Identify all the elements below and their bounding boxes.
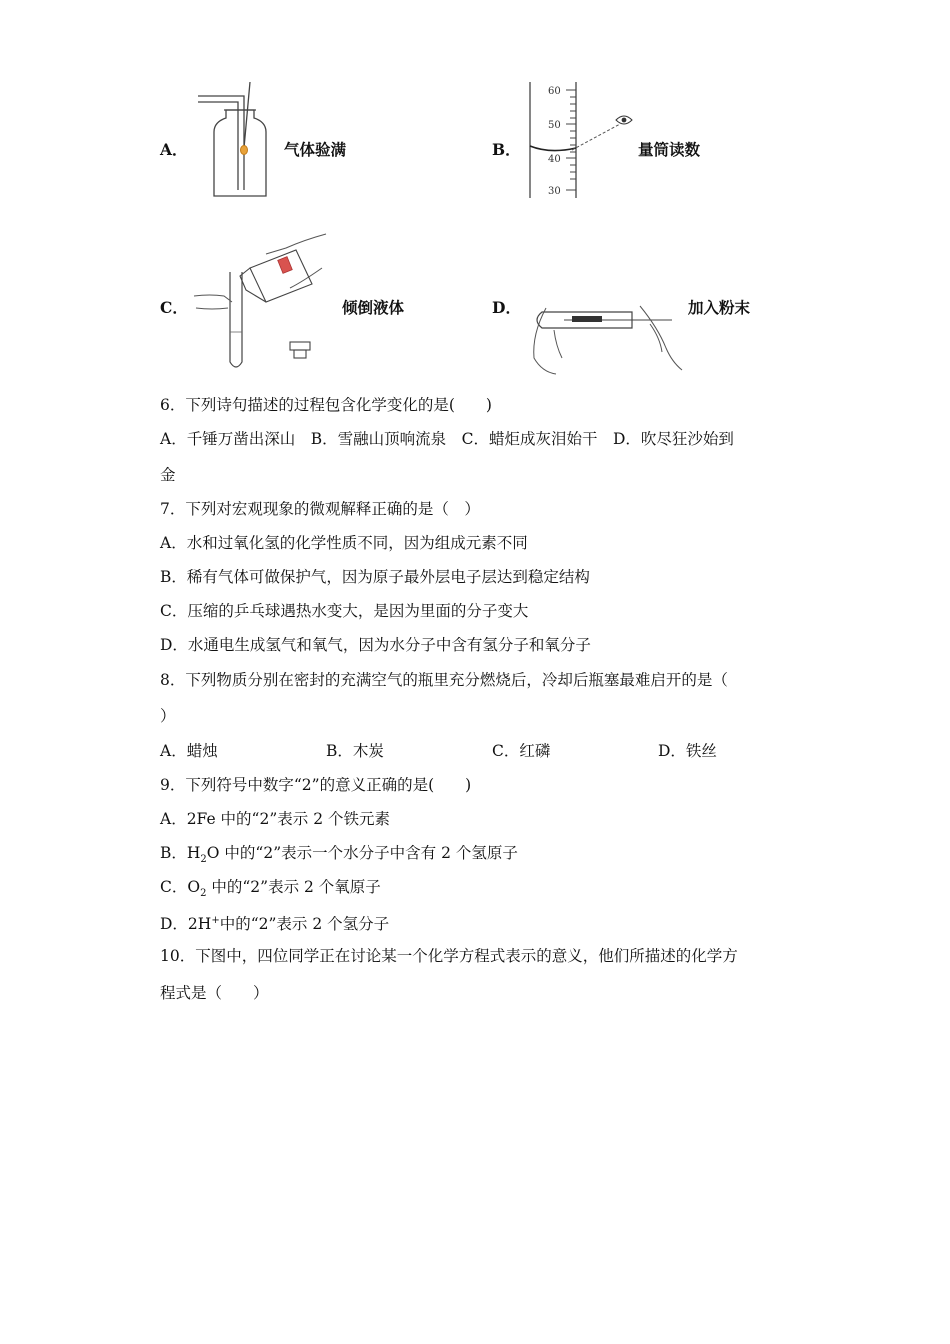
adding-powder-figure <box>522 298 688 376</box>
option-d-caption: 加入粉末 <box>688 298 751 317</box>
question-6-stem: 6．下列诗句描述的过程包含化学变化的是( ) <box>160 396 492 414</box>
question-9-option-b: B．$H_2O$ 中的“2”表示一个水分子中含有 2 个氢原子 <box>160 844 518 866</box>
question-8-stem: 8．下列物质分别在密封的充满空气的瓶里充分燃烧后，冷却后瓶塞最难启开的是（ <box>160 671 728 689</box>
question-9-option-c: C．$O_2$ 中的“2”表示 2 个氧原子 <box>160 878 381 900</box>
gas-bottle-match-figure <box>190 78 270 200</box>
question-8-option-d: D．铁丝 <box>658 742 717 760</box>
option-a-letter: A． <box>160 140 188 159</box>
question-10-stem-cont: 程式是（ ） <box>160 984 269 1002</box>
graduated-cylinder-reading-figure <box>520 80 640 202</box>
scale-label-60: 60 <box>548 86 561 97</box>
option-c-letter: C． <box>160 298 188 317</box>
option-a-caption: 气体验满 <box>284 140 347 159</box>
option-c-caption: 倾倒液体 <box>342 298 405 317</box>
question-9-stem: 9．下列符号中数字“2”的意义正确的是( ) <box>160 776 472 794</box>
question-10-stem: 10．下图中，四位同学正在讨论某一个化学方程式表示的意义，他们所描述的化学方 <box>160 947 738 965</box>
question-6-options: A．千锤万凿出深山 B．雪融山顶响流泉 C．蜡炬成灰泪始干 D．吹尽狂沙始到 <box>160 430 734 448</box>
question-6-options-cont: 金 <box>160 466 176 484</box>
question-8-option-b: B．木炭 <box>326 742 384 760</box>
question-9-option-d: D．2H+中的“2”表示 2 个氢分子 <box>160 915 390 934</box>
question-7-option-a: A．水和过氧化氢的化学性质不同，因为组成元素不同 <box>160 534 528 552</box>
question-7-option-c: C．压缩的乒乓球遇热水变大，是因为里面的分子变大 <box>160 602 529 620</box>
option-b-caption: 量筒读数 <box>638 140 701 159</box>
question-7-stem: 7．下列对宏观现象的微观解释正确的是（ ） <box>160 500 480 518</box>
scale-label-50: 50 <box>548 120 561 131</box>
question-9-option-a: A．2Fe 中的“2”表示 2 个铁元素 <box>160 810 390 828</box>
question-8-option-c: C．红磷 <box>492 742 551 760</box>
question-7-option-d: D．水通电生成氢气和氧气，因为水分子中含有氢分子和氧分子 <box>160 636 591 654</box>
scale-label-40: 40 <box>548 154 561 165</box>
option-d-letter: D． <box>492 298 521 317</box>
question-8-stem-end: ） <box>160 707 176 725</box>
option-b-letter: B． <box>492 140 521 159</box>
scale-label-30: 30 <box>548 186 561 197</box>
pouring-liquid-figure <box>186 232 336 374</box>
question-8-option-a: A．蜡烛 <box>160 742 218 760</box>
question-7-option-b: B．稀有气体可做保护气，因为原子最外层电子层达到稳定结构 <box>160 568 590 586</box>
